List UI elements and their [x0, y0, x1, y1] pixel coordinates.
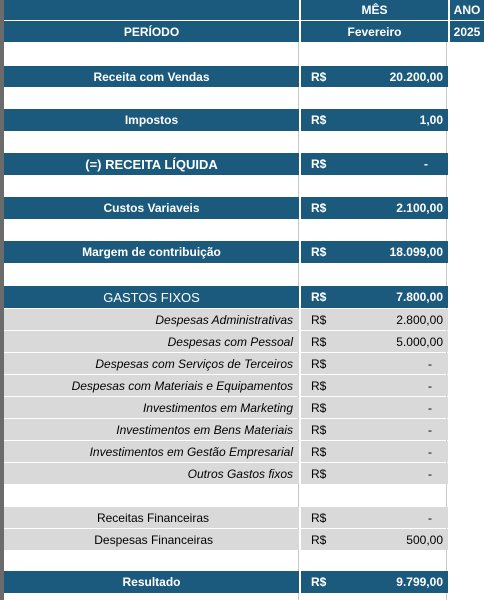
header-row-period [4, 21, 484, 42]
label-cell[interactable] [4, 286, 299, 308]
label-cell[interactable] [4, 463, 299, 484]
year-label: ANO [453, 3, 481, 17]
row-gastos-fixos [4, 286, 484, 308]
currency-symbol: R$ [311, 444, 327, 459]
item-label: Despesas com Pessoal [167, 334, 293, 349]
item-value: 500,00 [406, 532, 443, 547]
value-cell[interactable] [301, 397, 448, 418]
currency-symbol: R$ [311, 466, 327, 481]
row-value: 18.099,00 [389, 245, 443, 259]
label-cell[interactable] [4, 353, 299, 374]
item-value: - [428, 400, 432, 415]
item-label: Outros Gastos fixos [187, 466, 293, 481]
value-cell[interactable] [301, 463, 448, 484]
currency-symbol: R$ [311, 356, 327, 371]
label-cell[interactable] [4, 109, 299, 131]
gastos-fixos-item [4, 441, 484, 462]
item-value: - [428, 356, 432, 371]
row-value: 2.100,00 [396, 201, 443, 215]
gastos-fixos-item [4, 353, 484, 374]
row-value: - [424, 157, 428, 171]
row-label: GASTOS FIXOS [103, 289, 200, 305]
financeiro-item [4, 507, 484, 528]
currency-symbol: R$ [311, 378, 327, 393]
row-value: 20.200,00 [389, 69, 443, 84]
label-cell[interactable] [4, 571, 299, 593]
label-cell[interactable] [4, 375, 299, 396]
item-value: 2.800,00 [396, 312, 443, 327]
value-cell[interactable] [301, 571, 448, 593]
currency-symbol: R$ [311, 334, 327, 349]
value-cell[interactable] [301, 286, 448, 308]
row-label: Custos Variaveis [103, 201, 200, 215]
row-receita-liquida [4, 153, 484, 175]
currency-symbol: R$ [311, 312, 327, 327]
currency-symbol: R$ [311, 575, 327, 589]
value-cell[interactable] [301, 309, 448, 330]
label-cell[interactable] [4, 507, 299, 528]
row-value: 7.800,00 [396, 290, 443, 304]
value-cell[interactable] [301, 419, 448, 440]
label-cell[interactable] [4, 331, 299, 352]
label-cell[interactable] [4, 419, 299, 440]
currency-symbol: R$ [311, 69, 327, 84]
item-value: - [428, 466, 432, 481]
item-label: Despesas com Materiais e Equipamentos [71, 378, 293, 393]
financeiro-item [4, 529, 484, 550]
period-label: PERÍODO [123, 24, 180, 39]
value-cell[interactable] [301, 331, 448, 352]
gastos-fixos-item [4, 331, 484, 352]
item-label: Despesas Financeiras [94, 532, 213, 547]
row-label: Receita com Vendas [93, 69, 210, 84]
label-cell[interactable] [4, 241, 299, 263]
month-value: Fevereiro [347, 24, 402, 39]
value-cell[interactable] [301, 241, 448, 263]
row-value: 9.799,00 [396, 575, 443, 589]
label-cell[interactable] [4, 309, 299, 330]
value-cell[interactable] [301, 109, 448, 131]
value-cell[interactable] [301, 507, 448, 528]
label-cell[interactable] [4, 441, 299, 462]
year-label-cell[interactable] [450, 0, 484, 20]
currency-symbol: R$ [311, 422, 327, 437]
value-cell[interactable] [301, 353, 448, 374]
row-margem-contribuicao [4, 241, 484, 263]
gastos-fixos-item [4, 375, 484, 396]
gastos-fixos-item [4, 397, 484, 418]
row-label: (=) RECEITA LÍQUIDA [85, 156, 218, 172]
value-cell[interactable] [301, 375, 448, 396]
gastos-fixos-item [4, 419, 484, 440]
value-cell[interactable] [301, 441, 448, 462]
row-label: Resultado [122, 575, 181, 589]
row-label: Impostos [124, 113, 179, 127]
row-resultado [4, 571, 484, 593]
currency-symbol: R$ [311, 400, 327, 415]
item-value: - [428, 378, 432, 393]
value-cell[interactable] [301, 529, 448, 550]
row-receita-vendas [4, 66, 484, 87]
item-label: Despesas Administrativas [155, 312, 293, 327]
currency-symbol: R$ [311, 532, 327, 547]
currency-symbol: R$ [311, 290, 327, 304]
value-cell[interactable] [301, 153, 448, 175]
item-label: Investimentos em Marketing [142, 400, 293, 415]
label-cell[interactable] [4, 397, 299, 418]
row-label: Margem de contribuição [82, 245, 221, 259]
month-label: MÊS [361, 3, 388, 17]
item-value: - [428, 510, 432, 525]
month-value-cell[interactable] [301, 21, 448, 42]
header-blank-cell[interactable] [4, 0, 299, 20]
item-label: Investimentos em Gestão Empresarial [89, 444, 293, 459]
month-label-cell[interactable] [301, 0, 448, 20]
item-label: Despesas com Serviços de Terceiros [95, 356, 293, 371]
row-impostos [4, 109, 484, 131]
header-row-month-year [4, 0, 484, 20]
row-custos-variaveis [4, 197, 484, 219]
value-cell[interactable] [301, 66, 448, 87]
gastos-fixos-item [4, 309, 484, 330]
label-cell[interactable] [4, 197, 299, 219]
currency-symbol: R$ [311, 157, 327, 171]
currency-symbol: R$ [311, 113, 327, 127]
row-value: 1,00 [419, 113, 443, 127]
item-value: - [428, 422, 432, 437]
label-cell[interactable] [4, 529, 299, 550]
item-value: 5.000,00 [396, 334, 443, 349]
item-label: Receitas Financeiras [96, 510, 209, 525]
currency-symbol: R$ [311, 510, 327, 525]
currency-symbol: R$ [311, 245, 327, 259]
value-cell[interactable] [301, 197, 448, 219]
item-label: Investimentos em Bens Materiais [116, 422, 293, 437]
year-value-cell[interactable] [450, 21, 484, 42]
period-label-cell[interactable] [4, 21, 299, 42]
label-cell[interactable] [4, 66, 299, 87]
label-cell[interactable] [4, 153, 299, 175]
currency-symbol: R$ [311, 201, 327, 215]
year-value: 2025 [453, 24, 481, 39]
gastos-fixos-item [4, 463, 484, 484]
item-value: - [428, 444, 432, 459]
